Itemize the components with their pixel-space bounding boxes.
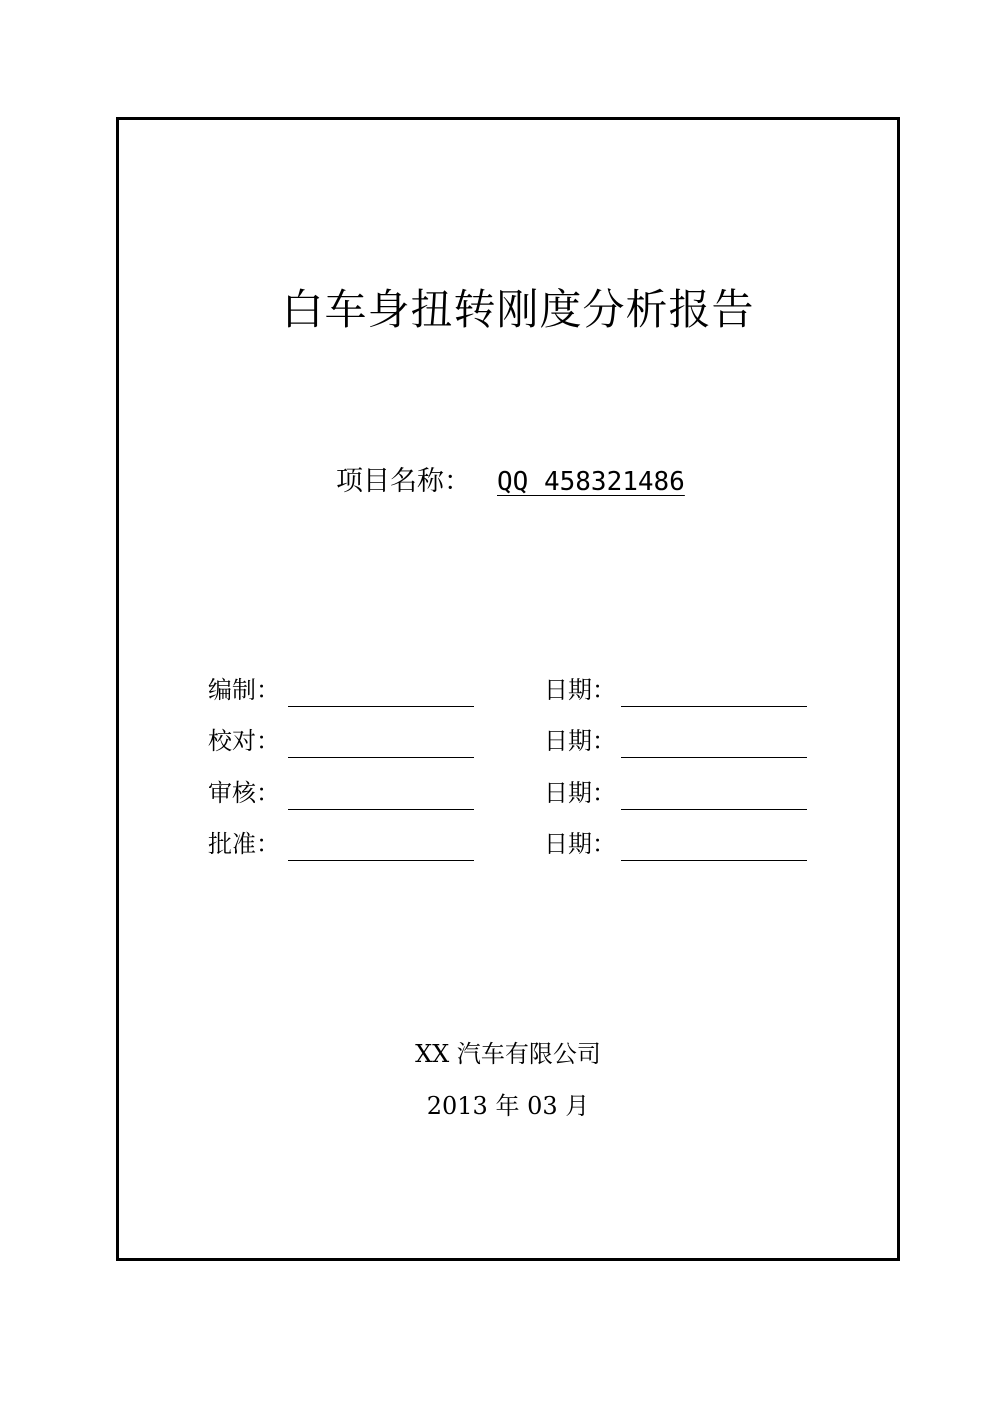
signature-row-compile xyxy=(0,672,992,708)
approve-signature-line xyxy=(288,860,474,861)
review-label: 审核： xyxy=(208,779,280,807)
project-name-value: QQ 458321486 xyxy=(497,467,685,497)
signature-row-proofread xyxy=(0,723,992,759)
project-name-line xyxy=(336,462,685,502)
compile-date-line xyxy=(621,706,807,707)
report-date: 2013 年 03 月 xyxy=(426,1092,590,1120)
signature-row-review xyxy=(0,775,992,811)
compile-signature-line xyxy=(288,706,474,707)
review-date-label: 日期： xyxy=(544,779,616,807)
proofread-date-line xyxy=(621,757,807,758)
approve-label: 批准： xyxy=(208,830,280,858)
approve-date-line xyxy=(621,860,807,861)
compile-date-label: 日期： xyxy=(544,676,616,704)
compile-label: 编制： xyxy=(208,676,280,704)
proofread-label: 校对： xyxy=(208,727,280,755)
signature-row-approve xyxy=(0,826,992,862)
review-date-line xyxy=(621,809,807,810)
proofread-signature-line xyxy=(288,757,474,758)
company-name: XX 汽车有限公司 xyxy=(415,1040,601,1068)
approve-date-label: 日期： xyxy=(544,830,616,858)
review-signature-line xyxy=(288,809,474,810)
proofread-date-label: 日期： xyxy=(544,727,616,755)
report-title: 白车身扭转刚度分析报告 xyxy=(281,285,755,334)
project-name-label: 项目名称： xyxy=(336,466,471,497)
